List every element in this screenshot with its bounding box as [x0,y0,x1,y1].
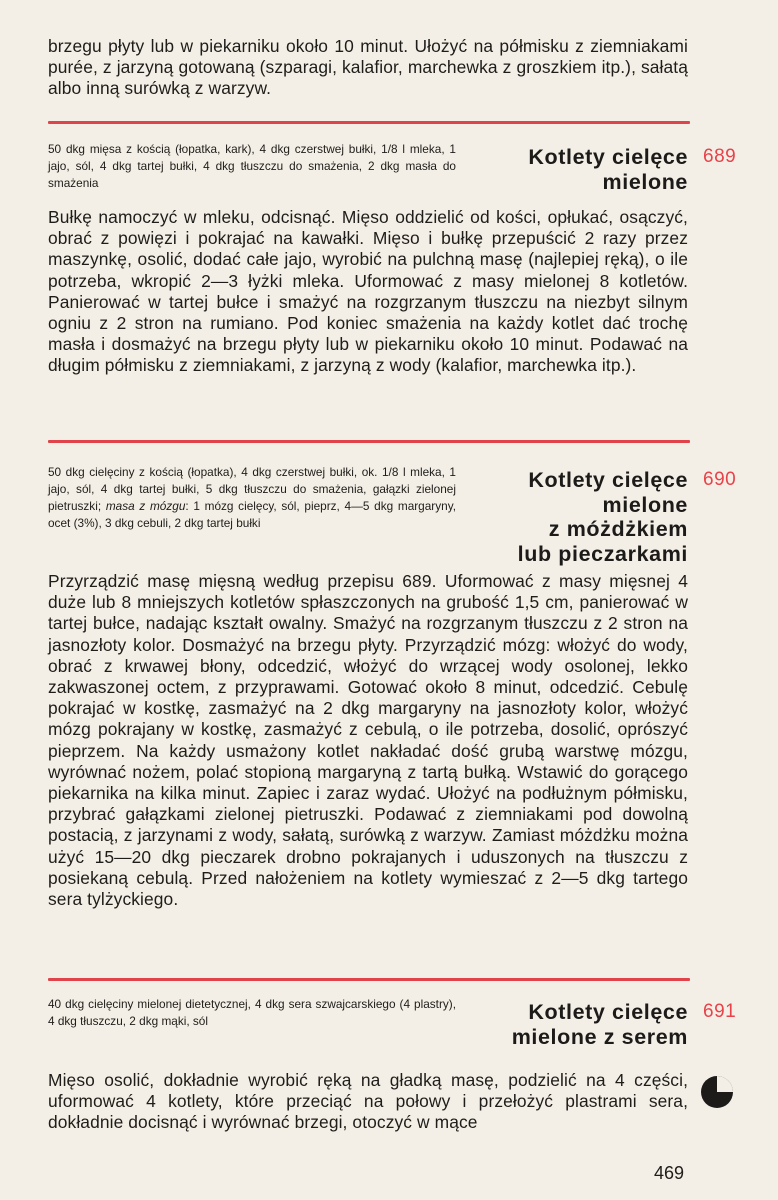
recipe-690-number: 690 [703,469,737,490]
recipe-690-ingredients [48,464,456,532]
recipe-689-title-line-2: mielone [602,169,688,194]
recipe-690-title [518,468,688,566]
recipe-690-instructions: Przyrządzić masę mięsną według przepisu 689. Uformować z masy mięsnej 4 duże lub 8 mniejszych kotletów spłaszczonych na grubość 1,5 cm, panierować w tartej bułce, nadając kształt owalny. Smażyć na rozgrzanym tłuszczu z 2 stron na jasnozłoty kolor. Dosmażyć na brzegu płyty. Przyrządzić mózg: włożyć do wody, obrać z krwawej błony, odcedzić, włożyć do wrzącej wody osolonej, lekko zakwaszonej octem, z przyprawami. Gotować około 8 minut, odcedzić. Cebulę pokrajać w kostkę, zasmażyć na 2 dkg margaryny na jasnozłoty kolor, włożyć mózg pokrajany w kostkę, zasmażyć z cebulą, o ile potrzeba, dosolić, oprószyć pieprzem. Na każdy usmażony kotlet nakładać dość grubą warstwę mózgu, wyrównać nożem, polać stopioną margaryną z tartą bułką. Wstawić do gorącego piekarnika na kilka minut. Zapiec i zaraz wydać. Ułożyć na podłużnym półmisku, przybrać gałązkami zielonej pietruszki. Podawać z ziemniakami pod dowolną postacią, z jarzynami z wody, sałatą, surówką z warzyw. Zamiast móżdżku można użyć 15—20 dkg pieczarek drobno pokrajanych i uduszonych na tłuszczu z posiekaną cebulą. Przed nałożeniem na kotlety wymieszać z 2—5 dkg tartego sera tylżyckiego. [48,571,688,910]
intro-paragraph: brzegu płyty lub w piekarniku około 10 minut. Ułożyć na półmisku z ziemniakami purée, z jarzyną gotowaną (szparagi, kalafior, marchewka z groszkiem itp.), sałatą albo inną surówką z warzyw. [48,36,688,99]
recipe-690-title-line-4: lub pieczarkami [517,541,688,566]
recipe-691-ingredients: 40 dkg cielęciny mielonej dietetycznej, 4 dkg sera szwajcarskiego (4 plastry), 4 dkg tłuszczu, 2 dkg mąki, sól [48,997,456,1028]
section-divider [48,440,690,443]
recipe-689-number: 689 [703,146,737,167]
recipe-691-title [512,1000,688,1049]
recipe-691-instructions: Mięso osolić, dokładnie wyrobić ręką na gładką masę, podzielić na 4 części, uformować 4 kotlety, które przeciąć na połowy i przełożyć plastrami sera, dokładnie docisnąć i wyrównać brzegi, otoczyć w mące [48,1070,688,1133]
recipe-689-ingredients: 50 dkg mięsa z kością (łopatka, kark), 4 dkg czerstwej bułki, 1/8 l mleka, 1 jajo, sól, 4 dkg tartej bułki, 4 dkg tłuszczu do smażenia, 2 dkg masła do smażenia [48,142,456,190]
recipe-689-title [528,145,688,194]
pie-chart-icon [700,1075,734,1109]
recipe-691-title-line-1: Kotlety cielęce [528,1000,688,1024]
section-divider [48,978,690,981]
recipe-690-ingredients-main: 50 dkg cielęciny z kością (łopatka), 4 dkg czerstwej bułki, ok. 1/8 l mleka, 1 jajo, sól, 4 dkg tartej bułki, 5 dkg tłuszczu do smażenia, gałązki zielonej pietruszki; [48,465,456,513]
recipe-691-title-line-2: mielone z serem [511,1024,688,1049]
recipe-690-title-line-3: z móżdżkiem [548,517,688,541]
section-divider [48,121,690,124]
recipe-691-number: 691 [703,1001,737,1022]
recipe-689-instructions: Bułkę namoczyć w mleku, odcisnąć. Mięso oddzielić od kości, opłukać, osączyć, obrać z powięzi i pokrajać na kawałki. Mięso i bułkę przepuścić 2 razy przez maszynkę, osolić, dodać całe jajo, wyrobić na pulchną masę (najlepiej ręką), o ile potrzeba, wkropić 2—3 łyżki mleka. Uformować z masy mielonej 8 kotletów. Panierować w tartej bułce i smażyć na rozgrzanym tłuszczu na niezbyt silnym ogniu z 2 stron na rumiano. Pod koniec smażenia na każdy kotlet dać trochę masła i dosmażyć na brzegu płyty lub w piekarniku około 10 minut. Podawać na długim półmisku z ziemniakami, z jarzyną z wody (kalafior, marchewka itp.). [48,207,688,376]
page-number: 469 [654,1163,685,1183]
recipe-689-title-line-1: Kotlety cielęce [528,145,688,169]
recipe-690-title-line-2: mielone [602,492,688,517]
recipe-690-title-line-1: Kotlety cielęce [528,468,688,492]
recipe-690-ingredients-rest: : 1 mózg cielęcy, sól, pieprz, 4—5 dkg margaryny, ocet (3%), 3 dkg cebuli, 2 dkg tartej bułki [48,499,456,530]
recipe-690-ingredients-label: masa z mózgu [105,499,186,513]
